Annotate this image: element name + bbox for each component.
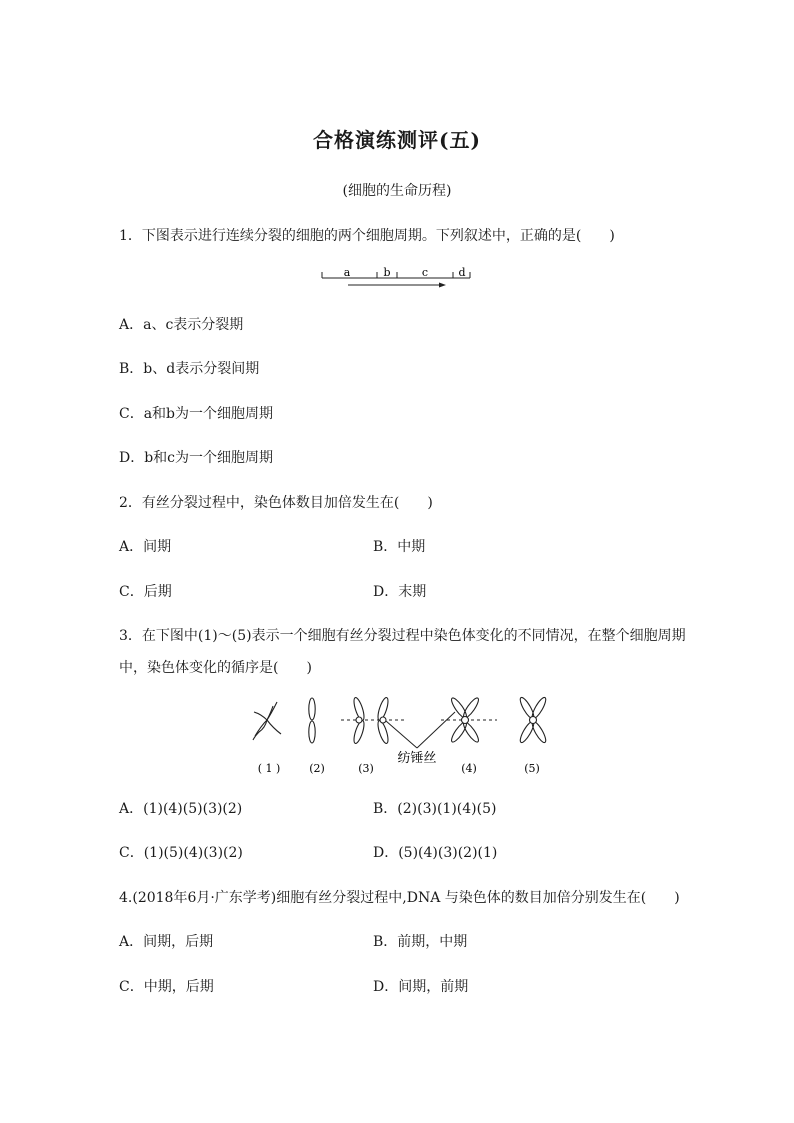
segment-label-b: b bbox=[383, 266, 391, 279]
question-2-option-a: A．间期 bbox=[119, 539, 172, 555]
chromosome-figure bbox=[245, 692, 555, 778]
question-3-option-a: A．(1)(4)(5)(3)(2) bbox=[119, 801, 243, 817]
question-2-option-c: C．后期 bbox=[119, 584, 172, 600]
figure-label-1: ( 1 ) bbox=[257, 762, 281, 775]
question-1-option-c: C．a和b为一个细胞周期 bbox=[119, 406, 274, 422]
chromosome-1 bbox=[253, 702, 281, 740]
question-3-stem-line-1: 3．在下图中(1)～(5)表示一个细胞有丝分裂过程中染色体变化的不同情况，在整个细胞周期 bbox=[119, 628, 686, 644]
question-2-option-d: D．末期 bbox=[373, 584, 427, 600]
cell-cycle-line-figure bbox=[318, 262, 478, 290]
question-4-option-a: A．间期，后期 bbox=[119, 934, 214, 950]
question-1-stem: 1．下图表示进行连续分裂的细胞的两个细胞周期。下列叙述中，正确的是( ) bbox=[119, 228, 615, 244]
question-4-option-b: B．前期，中期 bbox=[373, 934, 468, 950]
segment-label-c: c bbox=[421, 266, 429, 279]
chromosome-2 bbox=[309, 698, 315, 743]
question-3-option-d: D．(5)(4)(3)(2)(1) bbox=[373, 845, 498, 861]
question-2-option-b: B．中期 bbox=[373, 539, 426, 555]
question-1-option-d: D．b和c为一个细胞周期 bbox=[119, 450, 274, 466]
spindle-label: 纺锤丝 bbox=[397, 751, 437, 766]
spindle-fiber bbox=[386, 712, 455, 748]
question-4-option-d: D．间期，前期 bbox=[373, 979, 469, 995]
question-2-stem: 2．有丝分裂过程中，染色体数目加倍发生在( ) bbox=[119, 495, 433, 511]
page-title: 合格演练测评(五) bbox=[313, 128, 481, 152]
question-3-option-c: C．(1)(5)(4)(3)(2) bbox=[119, 845, 243, 861]
question-1-option-a: A．a、c表示分裂期 bbox=[119, 317, 244, 333]
figure-label-4: (4) bbox=[461, 762, 477, 775]
cycle-arrow bbox=[348, 283, 446, 288]
question-4-stem: 4.(2018年6月·广东学考)细胞有丝分裂过程中,DNA 与染色体的数目加倍分别发生在( ) bbox=[119, 890, 680, 906]
figure-label-2: (2) bbox=[309, 762, 325, 775]
figure-label-5: (5) bbox=[524, 762, 540, 775]
segment-label-d: d bbox=[458, 266, 466, 279]
question-3-option-b: B．(2)(3)(1)(4)(5) bbox=[373, 801, 497, 817]
figure-label-3: (3) bbox=[358, 762, 374, 775]
segment-label-a: a bbox=[343, 266, 351, 279]
page-subtitle: (细胞的生命历程) bbox=[342, 183, 452, 199]
chromosome-5 bbox=[518, 696, 548, 744]
question-4-option-c: C．中期，后期 bbox=[119, 979, 214, 995]
question-3-stem-line-2: 中，染色体变化的循序是( ) bbox=[119, 660, 312, 676]
question-1-option-b: B．b、d表示分裂间期 bbox=[119, 361, 260, 377]
